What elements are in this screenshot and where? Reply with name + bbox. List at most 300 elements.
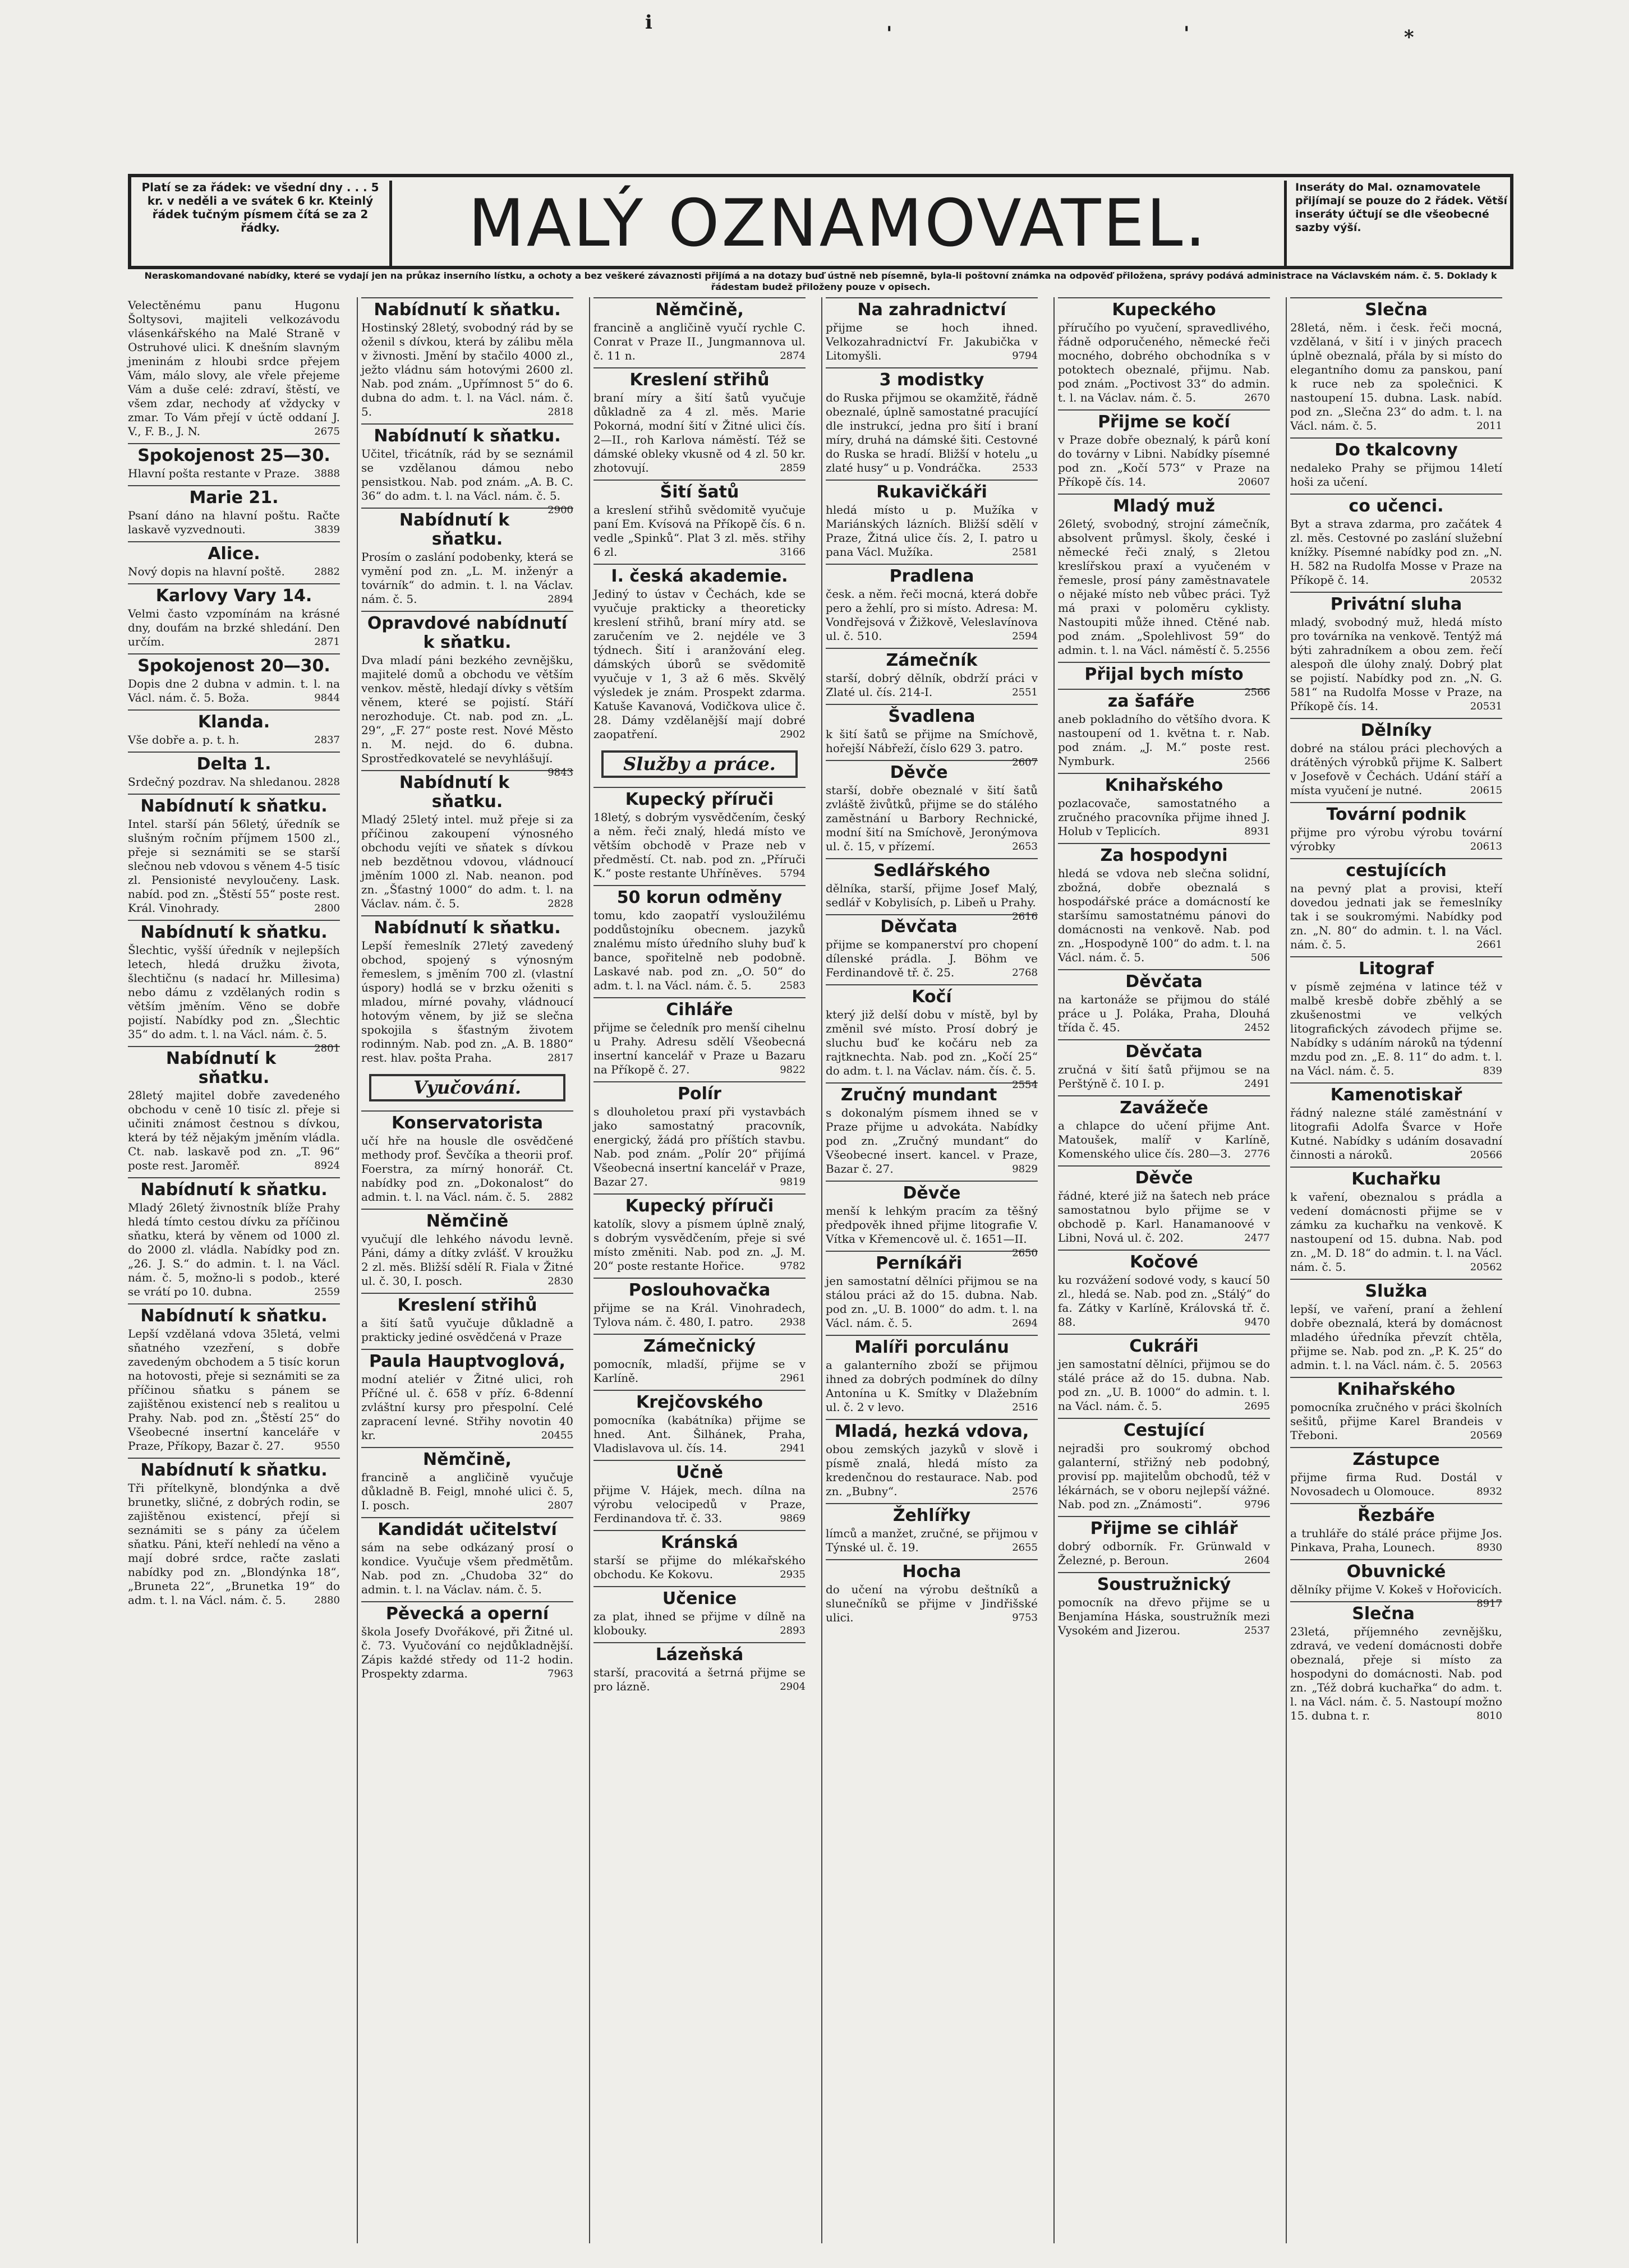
ad-body <box>361 1470 573 1513</box>
ad-body <box>826 1527 1038 1555</box>
classified-ad <box>128 485 340 537</box>
classified-ad <box>361 297 573 419</box>
ad-body <box>593 1554 806 1582</box>
ad-text: starší se přijme do mlékařského obchodu. Ke Kokovu. <box>593 1554 806 1581</box>
ad-title: Kupecký příruči <box>593 1193 806 1216</box>
ad-number: 9794 <box>1012 350 1038 362</box>
classified-ad <box>361 915 573 1065</box>
ad-body <box>361 550 573 606</box>
ad-body <box>1058 1189 1270 1245</box>
ad-text: dobré na stálou práci plechových a drátěných výrobků přijme K. Salbert v Josefově v Čechách. Udání stáří a místa vyučení je nutné. <box>1290 741 1502 797</box>
ad-title: Švadlena <box>826 704 1038 726</box>
ad-number: 2516 <box>1012 1402 1038 1413</box>
ad-text: dobrý odborník. Fr. Grünwald v Železné, p. Beroun. <box>1058 1539 1270 1567</box>
ad-body <box>1058 993 1270 1035</box>
ad-number: 2801 <box>314 1043 340 1054</box>
top-mark: ' <box>1184 22 1190 45</box>
classified-ad <box>1290 437 1502 489</box>
ad-body <box>593 391 806 475</box>
classified-ad <box>128 298 340 439</box>
ad-body <box>128 1327 340 1453</box>
ad-text: pomocníka (kabátníka) přijme se hned. Ant. Šilhánek, Praha, Vladislavova ul. čís. 14. <box>593 1413 806 1455</box>
ad-title: Mladý muž <box>1058 494 1270 516</box>
classified-ad <box>1290 297 1502 433</box>
ad-text: nejradši pro soukromý obchod galanterní, střižný neb podobný, provisí pp. majitelům obchodů, též v lékárnách, se v oboru nejlepší vážné. Nab. pod zn. „Známosti“. <box>1058 1441 1270 1511</box>
classified-ad <box>593 787 806 881</box>
ad-body <box>593 1610 806 1638</box>
classified-ad <box>826 297 1038 363</box>
ad-body <box>593 810 806 881</box>
ad-title: Zámečnický <box>593 1334 806 1356</box>
classified-ad <box>1058 1516 1270 1568</box>
classified-ad <box>1058 1334 1270 1413</box>
ad-body <box>826 1274 1038 1330</box>
ad-body <box>128 298 340 439</box>
ad-number: 2604 <box>1244 1555 1270 1566</box>
classified-ad <box>826 1082 1038 1176</box>
ad-text: za plat, ihned se přijme v dílně na klobouky. <box>593 1610 806 1637</box>
ad-title: Nabídnutí k sňatku. <box>128 794 340 816</box>
classified-ad <box>361 770 573 911</box>
classified-ad <box>128 1046 340 1173</box>
ad-number: 20532 <box>1470 574 1502 586</box>
ad-body <box>361 939 573 1065</box>
ad-text: a truhláře do stálé práce přijme Jos. Pinkava, Praha, Lounech. <box>1290 1527 1502 1554</box>
ad-text: Tři přítelkyně, blondýnka a dvě brunetky, sličné, z dobrých rodin, se zajištěnou existencí, přejí si seznámiti se s pány za účelem sňatku. Páni, kteří nehledí na věno a mají dobré srdce, račte zaslati nabídky pod zn. „Blondýnka 18“, „Bruneta 22“, „Brunetka 19“ do adm. t. l. na Václ. nám. č. 5. <box>128 1481 340 1607</box>
ad-title: Malíři porculánu <box>826 1335 1038 1357</box>
classified-ad <box>593 367 806 475</box>
ad-text: na kartonáže se přijmou do stálé práce u J. Poláka, Praha, Dlouhá třída č. 45. <box>1058 993 1270 1034</box>
ad-number: 8010 <box>1476 1710 1502 1722</box>
ad-text: přijme V. Hájek, mech. dílna na výrobu velocipedů v Praze, Ferdinandova tř. č. 33. <box>593 1483 806 1525</box>
ad-text: Mladý 25letý intel. muž přeje si za příčinou zakoupení výnosného obchodu vejíti ve sňatek s dívkou neb bezdětnou vdovou, vládnoucí jměním 1000 zl. Nab. neanon. pod zn. „Šťastný 1000“ do adm. t. l. na Václav. nám. č. 5. <box>361 813 573 910</box>
ad-title: Pěvecká a operní <box>361 1601 573 1624</box>
header-footnote: Neraskomandované nabídky, které se vydají jen na průkaz inserního lístku, a ochoty a bez veškeré závaznosti přijímá a na dotazy buď ústně neb písemně, byla-li poštovní známka na odpověď přiložena, správy podává administrace na Václavském nám. č. 5. Doklady k řádestam budež přiloženy pouze v opisech. <box>144 270 1497 292</box>
classified-ad <box>826 564 1038 643</box>
ad-number: 2941 <box>780 1442 806 1454</box>
ad-title: Spokojenost 25—30. <box>128 443 340 465</box>
classified-ad <box>826 984 1038 1091</box>
ad-text: límců a manžet, zručné, se přijmou v Týnské ul. č. 19. <box>826 1527 1038 1554</box>
ad-body <box>128 467 340 481</box>
column-5 <box>1053 297 1273 2243</box>
ad-title: Nabídnutí k sňatku. <box>361 770 573 812</box>
ad-title: Poslouhovačka <box>593 1278 806 1300</box>
classified-ad <box>1058 1418 1270 1511</box>
ad-title: Slečna <box>1290 1601 1502 1624</box>
ad-title: Kamenotiskař <box>1290 1082 1502 1105</box>
ad-number: 2695 <box>1244 1400 1270 1412</box>
ad-text: dělníka, starší, přijme Josef Malý, sedlář v Kobylisích, p. Libeň u Prahy. <box>826 882 1038 909</box>
classified-ad <box>361 1209 573 1288</box>
ad-text: přijme pro výrobu výrobu tovární výrobky <box>1290 826 1502 853</box>
ad-text: Mladý 26letý živnostník blíže Prahy hledá tímto cestou dívku za příčinou sňatku, která by věnem od 1000 zl. do 2000 zl. vládla. Nabídky pod zn. „26. J. S.“ do admin. t. l. na Václ. nám. č. 5, možno-li s podob., které se vrátí po 10. dubna. <box>128 1201 340 1298</box>
ad-text: vyučují dle lehkého návodu levně. Páni, dámy a dítky zvlášť. V kroužku 2 zl. měs. Bližší sdělí R. Fiala v Žitné ul. č. 30, I. posch. <box>361 1232 573 1288</box>
classified-ad <box>1290 1167 1502 1274</box>
ad-text: menší k lehkým pracím za těšný předpověk ihned přijme litografie V. Vítka v Křemencově ul. č. 1651—II. <box>826 1204 1038 1246</box>
classified-ad <box>1290 1279 1502 1372</box>
ad-text: řádný nalezne stálé zaměstnání v litografii Adolfa Švarce v Hoře Kutné. Nabídky s udáním dosavadní činnosti a nároků. <box>1290 1106 1502 1161</box>
classified-ad <box>1058 1095 1270 1161</box>
ad-title: Nabídnutí k sňatku. <box>361 508 573 549</box>
ad-title: Alice. <box>128 541 340 564</box>
ad-text: aneb pokladního do většího dvora. K nastoupení od 1. května t. r. Nab. pod znám. „J. M.“ poste rest. Nymburk. <box>1058 712 1270 768</box>
ad-body <box>593 1483 806 1525</box>
ad-text: v písmě zejména v latince též v malbě kresbě dobře zběhlý a se zkušenostmi ve velkých litografických závodech přijme se. Nabídky s udáním nároků na týdenní mzdu pod zn. „E. 8. 11“ do adm. t. l. na Václ. nám. č. 5. <box>1290 980 1502 1077</box>
ad-number: 2880 <box>314 1594 340 1606</box>
classified-ad <box>1290 494 1502 587</box>
ad-number: 20607 <box>1237 476 1270 488</box>
header-insert-note: Inseráty do Mal. oznamovatele přijímají se pouze do 2 řádek. Větší inseráty účtují se dle všeobecné sazby výší. <box>1295 181 1508 234</box>
ad-title: Kočové <box>1058 1250 1270 1272</box>
ad-number: 2859 <box>780 462 806 474</box>
ad-body <box>1058 1119 1270 1161</box>
ad-number: 9550 <box>314 1440 340 1452</box>
ad-title: Děvče <box>826 1181 1038 1203</box>
ad-title: Slečna <box>1290 297 1502 320</box>
ad-number: 8917 <box>1476 1598 1502 1610</box>
classified-ad <box>128 709 340 747</box>
classified-ad <box>826 760 1038 854</box>
classified-ad <box>361 1293 573 1344</box>
ad-number: 2828 <box>314 776 340 788</box>
ad-text: a kreslení střihů svědomitě vyučuje paní Em. Kvísová na Příkopě čís. 6 n. vedle „Spinků“. Plat 3 zl. měs. střihy 6 zl. <box>593 503 806 559</box>
ad-text: Psaní dáno na hlavní poštu. Račte laskavě vyzvednouti. <box>128 509 340 536</box>
ad-title: Polír <box>593 1081 806 1104</box>
classified-ad <box>593 997 806 1077</box>
classified-ad <box>826 1251 1038 1330</box>
ad-text: Učitel, třicátník, rád by se seznámil se vzdělanou dámou nebo pensistkou. Nab. pod znám. „A. B. C. 36“ do adm. t. l. na Václ. nám. č. 5. <box>361 447 573 503</box>
ad-body <box>128 565 340 579</box>
ad-body <box>826 391 1038 475</box>
ad-text: nedaleko Prahy se přijmou 14letí hoši za učení. <box>1290 461 1502 488</box>
ad-text: starší, pracovitá a šetrná přijme se pro lázně. <box>593 1666 806 1693</box>
ad-title: Delta 1. <box>128 752 340 774</box>
ad-text: lepší, ve vaření, praní a žehlení dobře obeznalá, která by domácnost mladého úředníka převzít chtěla, přijme se. Nab. pod zn. „P. K. 25“ do admin. t. l. na Václ. nám. č. 5. <box>1290 1302 1502 1372</box>
ad-number: 2818 <box>547 406 573 418</box>
ad-text: přijme se hoch ihned. Velkozahradnictví Fr. Jakubička v Litomyšli. <box>826 321 1038 362</box>
ad-number: 2583 <box>780 980 806 992</box>
ad-text: Dva mladí páni bezkého zevnějšku, majitelé domů a obchodu ve větším venkov. městě, hledají dívky s větším věnem, které se pojistí. Stáří nerozhoduje. Ct. nab. pod zn. „L. 29“, „F. 27“ poste rest. Nové Město n. M. nejd. do 6. dubna. Sprostředkovatelé se nevyhlášují. <box>361 653 573 765</box>
classified-ad <box>1290 1082 1502 1162</box>
ad-body <box>1290 1583 1502 1610</box>
ad-title: co učenci. <box>1290 494 1502 516</box>
ad-body <box>1290 1527 1502 1555</box>
classified-ad <box>593 1278 806 1329</box>
ad-title: Kočí <box>826 984 1038 1007</box>
ad-title: Přijal bych místo <box>1058 662 1270 684</box>
ad-title: Zavážeče <box>1058 1095 1270 1118</box>
ad-body <box>1290 615 1502 713</box>
ad-body <box>361 1134 573 1204</box>
ad-number: 2650 <box>1012 1247 1038 1259</box>
ad-number: 2694 <box>1012 1317 1038 1329</box>
ad-body <box>1290 1625 1502 1723</box>
ad-body <box>1058 517 1270 657</box>
ad-text: 26letý, svobodný, strojní zámečník, absolvent průmysl. školy, české i německé řeči znalý, s 2letou kreslířskou praxí a vyučeném v řemesle, prosí pány zaměstnavatele o nějaké místo neb vůbec práci. Tyž má praxi v poloměru cyklisty. Nastoupiti může ihned. Ctěné nab. pod znám. „Spolehlivost 59“ do admin. t. l. na Václ. náměstí č. 5. <box>1058 517 1270 657</box>
ad-text: a galanterního zboží se přijmou ihned za dobrých podmínek do dílny Antonína u K. Smítky v Dlažebním ul. č. 2 v levo. <box>826 1358 1038 1414</box>
ad-number: 2874 <box>780 350 806 362</box>
ad-body <box>593 587 806 741</box>
column-6 <box>1286 297 1506 2243</box>
classified-ad <box>128 443 340 481</box>
classified-ad <box>593 1530 806 1582</box>
ad-title: Nabídnutí k sňatku. <box>361 915 573 938</box>
ad-title: Opravdové nabídnutí k sňatku. <box>361 611 573 652</box>
classified-ad <box>1290 718 1502 798</box>
classified-ad <box>826 648 1038 699</box>
ad-text: jen samostatní dělníci, přijmou se do stálé práce až do 15. dubna. Nab. pod zn. „U. B. 1000“ do admin. t. l. na Václ. nám. č. 5. <box>1058 1357 1270 1413</box>
ad-number: 9829 <box>1012 1163 1038 1175</box>
classified-ad <box>593 297 806 363</box>
ad-title: Spokojenost 20—30. <box>128 653 340 676</box>
ad-text: pomocník, mladší, přijme se v Karlíně. <box>593 1357 806 1385</box>
ad-title: Cihláře <box>593 997 806 1020</box>
classified-ad <box>593 1460 806 1525</box>
ad-text: Byt a strava zdarma, pro začátek 4 zl. měs. Cestovné po zaslání služební knížky. Písemné nabídky pod zn. „N. H. 582 na Rudolfa Mosse v Praze na Příkopě č. 14. <box>1290 517 1502 587</box>
ad-title: Nabídnutí k sňatku. <box>128 920 340 942</box>
ad-body <box>361 447 573 516</box>
ad-title: 3 modistky <box>826 367 1038 390</box>
ad-body <box>826 321 1038 363</box>
ad-number: 20566 <box>1470 1149 1502 1161</box>
ad-number: 2477 <box>1244 1232 1270 1244</box>
ad-body <box>1290 741 1502 798</box>
ad-title: Obuvnické <box>1290 1559 1502 1582</box>
ad-body <box>826 587 1038 643</box>
classified-ad <box>593 885 806 993</box>
ad-title: Cestující <box>1058 1418 1270 1440</box>
ad-title: Nabídnutí k sňatku. <box>128 1177 340 1200</box>
ad-number: 20569 <box>1470 1430 1502 1441</box>
ad-body <box>1058 1596 1270 1638</box>
ad-title: Paula Hauptvoglová, <box>361 1349 573 1371</box>
ad-title: Řezbáře <box>1290 1503 1502 1525</box>
ad-title: Zručný mundant <box>826 1082 1038 1105</box>
header-box <box>128 174 1513 269</box>
ad-title: Pradlena <box>826 564 1038 586</box>
ad-title: Nabídnutí k sňatku. <box>128 1046 340 1087</box>
ad-number: 9470 <box>1244 1316 1270 1328</box>
ad-body <box>1290 321 1502 433</box>
ad-text: francině a angličině vyučí rychle C. Conrat v Praze II., Jungmannova ul. č. 11 n. <box>593 321 806 362</box>
ad-text: do učení na výrobu deštníků a slunečníků se přijme v Jindřišské ulici. <box>826 1583 1038 1624</box>
ad-number: 2935 <box>780 1569 806 1580</box>
ad-title: za šafáře <box>1058 689 1270 711</box>
classified-ad <box>1290 592 1502 713</box>
ad-text: pozlacovače, samostatného a zručného pracovníka přijme ihned J. Holub v Teplicích. <box>1058 796 1270 838</box>
ad-body <box>826 783 1038 854</box>
ad-number: 8931 <box>1244 826 1270 837</box>
ad-body <box>128 775 340 789</box>
ad-text: Nový dopis na hlavní poště. <box>128 565 285 578</box>
ad-title: Služka <box>1290 1279 1502 1301</box>
ad-body <box>1058 1063 1270 1091</box>
ad-number: 2776 <box>1244 1148 1270 1160</box>
classified-ad <box>361 611 573 778</box>
classified-ad <box>1058 969 1270 1035</box>
ad-title: Klanda. <box>128 709 340 732</box>
ad-title: Přijme se cihlář <box>1058 1516 1270 1538</box>
ad-body <box>593 1217 806 1273</box>
ad-number: 2533 <box>1012 462 1038 474</box>
classified-ad <box>128 752 340 789</box>
ad-body <box>361 1372 573 1442</box>
ad-title: Hocha <box>826 1559 1038 1582</box>
ad-body <box>128 817 340 915</box>
ad-text: Dopis dne 2 dubna v admin. t. l. na Václ. nám. č. 5. Boža. <box>128 677 340 704</box>
ad-number: 2566 <box>1244 686 1270 698</box>
ad-number: 2961 <box>780 1372 806 1384</box>
classified-ad <box>826 1503 1038 1555</box>
ad-text: na pevný plat a provisi, kteří dovedou jednati jak se řemeslníky tak i se soukromými. Nabídky pod zn. „N. 80“ do admin. t. l. na Václ. nám. č. 5. <box>1290 882 1502 951</box>
ad-body <box>128 943 340 1054</box>
ad-number: 9753 <box>1012 1612 1038 1624</box>
ad-title: Dělníky <box>1290 718 1502 740</box>
ad-text: pomocníka zručného v práci školních sešitů, přijme Karel Brandeis v Třeboni. <box>1290 1400 1502 1442</box>
ad-number: 2807 <box>547 1500 573 1511</box>
ad-number: 2581 <box>1012 546 1038 558</box>
ad-number: 2491 <box>1244 1078 1270 1090</box>
ad-body <box>593 1021 806 1077</box>
ad-body <box>1290 1400 1502 1442</box>
ad-title: Nabídnutí k sňatku. <box>128 1458 340 1480</box>
ad-number: 2653 <box>1012 841 1038 852</box>
ad-text: přijme firma Rud. Dostál v Novosadech u Olomouce. <box>1290 1470 1502 1498</box>
ad-body <box>361 1541 573 1597</box>
ad-number: 2800 <box>314 902 340 914</box>
classified-ad <box>826 858 1038 923</box>
ad-number: 2594 <box>1012 630 1038 642</box>
classified-ad <box>593 1642 806 1694</box>
ad-body <box>593 1413 806 1455</box>
ad-number: 3888 <box>314 468 340 480</box>
column-3 <box>589 297 809 2243</box>
ad-number: 2893 <box>780 1625 806 1637</box>
ad-title: Němčině, <box>593 297 806 320</box>
classified-ad <box>1058 773 1270 838</box>
ad-text: modní ateliér v Žitné ulici, roh Příčné ul. č. 658 v příz. 6-8denní zvláštní kursy pro přespolní. Celé zapracení levné. Střihy novotin 40 kr. <box>361 1372 573 1442</box>
column-2 <box>357 297 577 2243</box>
ad-number: 2675 <box>314 426 340 437</box>
classified-ad <box>1290 1503 1502 1555</box>
ad-body <box>826 1008 1038 1091</box>
ad-title: Děvčata <box>1058 969 1270 992</box>
ad-title: Kupeckého <box>1058 297 1270 320</box>
ad-number: 2551 <box>1012 686 1038 698</box>
ad-number: 9782 <box>780 1260 806 1272</box>
ad-text: učí hře na housle dle osvědčené methody prof. Ševčíka a theorii prof. Foerstra, za mírný honorář. Ct. nabídky pod zn. „Dokonalost“ do admin. t. l. na Václ. nám. č. 5. <box>361 1134 573 1204</box>
ad-title: cestujících <box>1290 858 1502 881</box>
ad-body <box>128 677 340 705</box>
ad-text: starší, dobrý dělník, obdrží práci v Zlaté ul. čís. 214-I. <box>826 671 1038 699</box>
ad-number: 9869 <box>780 1513 806 1524</box>
classified-ad <box>128 1458 340 1607</box>
ad-body <box>593 503 806 559</box>
ad-body <box>826 938 1038 980</box>
ad-body <box>1290 980 1502 1078</box>
ad-title: Kránská <box>593 1530 806 1552</box>
ad-body <box>1058 1441 1270 1511</box>
classified-ad <box>826 480 1038 559</box>
ad-title: Šití šatů <box>593 480 806 502</box>
classified-ad <box>128 541 340 579</box>
ad-body <box>1290 517 1502 587</box>
ad-number: 2938 <box>780 1316 806 1328</box>
ad-text: a chlapce do učení přijme Ant. Matoušek, malíř v Karlíně, Komenského ulice čís. 280—3. <box>1058 1119 1270 1160</box>
ad-body <box>1290 1302 1502 1372</box>
ad-text: hledá místo u p. Mužíka v Mariánských lázních. Bližší sdělí v Praze, Žitná ulice čís. 2, I. patro u pana Václ. Mužíka. <box>826 503 1038 559</box>
ad-body <box>1058 1273 1270 1329</box>
ad-text: tomu, kdo zaopatří vysloužilému poddůstojníku obecnem. jazyků znalému místo úředního sluhy buď k bance, spořitelně neb podobně. Laskavé nab. pod zn. „O. 50“ do adm. t. l. na Václ. nám. č. 5. <box>593 909 806 992</box>
ad-body <box>826 1204 1038 1259</box>
ad-number: 9843 <box>547 767 573 778</box>
ad-body <box>826 882 1038 923</box>
top-mark: ∗ <box>1402 22 1416 45</box>
ad-body <box>593 321 806 363</box>
ad-title: Děvče <box>826 760 1038 782</box>
ad-title: Děvčata <box>826 914 1038 937</box>
ad-number: 2894 <box>547 593 573 605</box>
classified-ad <box>128 920 340 1054</box>
ad-title: Mladá, hezká vdova, <box>826 1419 1038 1441</box>
ad-text: škola Josefy Dvořákové, při Žitné ul. č. 73. Vyučování co nejdůkladnější. Zápis každé středy od 11-2 hodin. Prospekty zdarma. <box>361 1625 573 1680</box>
ad-body <box>128 733 340 747</box>
ad-number: 2556 <box>1244 644 1270 656</box>
ad-body <box>361 1232 573 1288</box>
ad-text: přijme se čeledník pro menší cihelnu u Prahy. Adresu sdělí Všeobecná insertní kancelář v Praze u Bazaru na Příkopě č. 27. <box>593 1021 806 1076</box>
ad-title: Přijme se kočí <box>1058 409 1270 432</box>
classified-ad <box>593 1081 806 1189</box>
ad-body <box>1290 882 1502 952</box>
classified-ad <box>826 1181 1038 1259</box>
ad-body <box>361 321 573 419</box>
ad-text: katolík, slovy a písmem úplně znalý, s dobrým vysvědčením, přeje si své místo změniti. Nab. pod zn. „J. M. 20“ poste restante Hořice. <box>593 1217 806 1273</box>
section-heading: Vyučování. <box>369 1074 565 1101</box>
ad-number: 2566 <box>1244 755 1270 767</box>
ad-title: Nabídnutí k sňatku. <box>128 1303 340 1326</box>
ad-title: Soustružnický <box>1058 1572 1270 1594</box>
ad-title: Nabídnutí k sňatku. <box>361 297 573 320</box>
ad-text: k vaření, obeznalou s prádla a vedení domácnosti přijme se v zámku za kuchařku na venkově. K nastoupení od 15. dubna. Nab. pod zn. „M. D. 18“ do admin. t. l. na Václ. nám. č. 5. <box>1290 1190 1502 1274</box>
ad-text: česk. a něm. řeči mocná, která dobře pero a žehlí, pro si místo. Adresa: M. Vondřejsová v Žižkově, Veleslavínova ul. č. 510. <box>826 587 1038 643</box>
classified-ad <box>1058 409 1270 489</box>
classified-ad <box>1058 1039 1270 1091</box>
ad-number: 2616 <box>1012 911 1038 923</box>
ad-title: Cukráři <box>1058 1334 1270 1356</box>
ad-text: Intel. starší pán 56letý, úředník se slušným ročním příjmem 1500 zl., přeje si seznámiti se se starší slečnou neb vdovou s věnem 4-5 tisíc zl. Pensionisté nevyloučeny. Lask. nabíd. pod zn. „Štěstí 55“ poste rest. Král. Vinohrady. <box>128 817 340 915</box>
ad-number: 2837 <box>314 734 340 746</box>
ad-body <box>593 1357 806 1385</box>
classified-ad <box>1058 662 1270 698</box>
ad-text: Šlechtic, vyšší úředník v nejlepších letech, hledá družku života, šlechtičnu (s nadací hr. Millesima) nebo dámu z vzdělaných rodin s větším jměním. Věno se dobře pojistí. Nabídky pod zn. „Šlechtic 35“ do adm. t. l. na Václ. nám. č. 5. <box>128 943 340 1041</box>
ad-text: 23letá, příjemného zevnějšku, zdravá, ve vedení domácnosti dobře obeznalá, přeje si místo za hospodyni do domácnosti. Nab. pod zn. „Též dobrá kuchařka“ do adm. t. l. na Václ. nám. č. 5. Nastoupí možno 15. dubna t. r. <box>1290 1625 1502 1722</box>
ad-text: Lepší řemeslník 27letý zavedený obchod, spojený s výnosným řemeslem, s jměním 700 zl. (vlastní úspory) hodlá se v brzku oženiti s mladou, mírné povahy, vládnoucí hotovým věnem, by již se slečna spokojila s šťastným životem rodinným. Nab. pod zn. „A. B. 1880“ rest. hlav. pošta Praha. <box>361 939 573 1064</box>
ad-body <box>1058 321 1270 405</box>
ad-text: do Ruska přijmou se okamžitě, řádně obeznalé, úplně samostatné pracující dle instrukcí, jedna pro šití i braní míry, druhá na dámské šiti. Cestovné do Ruska se hradí. Bližší v hotelu „u zlaté husy“ u p. Vondráčka. <box>826 391 1038 474</box>
ad-body <box>1058 433 1270 489</box>
ad-text: pomocník na dřevo přijme se u Benjamína Háska, soustružník mezi Vysokém and Jizerou. <box>1058 1596 1270 1637</box>
ad-body <box>1058 712 1270 768</box>
ad-number: 2900 <box>547 504 573 516</box>
ad-title: Marie 21. <box>128 485 340 508</box>
classified-ad <box>593 1193 806 1273</box>
ad-text: jen samostatní dělníci přijmou se na stálou práci až do 15. dubna. Nab. pod zn. „U. B. 1000“ do adm. t. l. na Václ. nám. č. 5. <box>826 1274 1038 1330</box>
ad-body <box>128 607 340 649</box>
header-price-note: Platí se za řádek: ve všední dny . . . 5 kr. v neděli a ve svátek 6 kr. Kteinlý řádek tučným písmem čítá se za 2 řádky. <box>141 181 379 234</box>
ad-title: Kreslení střihů <box>593 367 806 390</box>
ad-title: Nabídnutí k sňatku. <box>361 423 573 446</box>
